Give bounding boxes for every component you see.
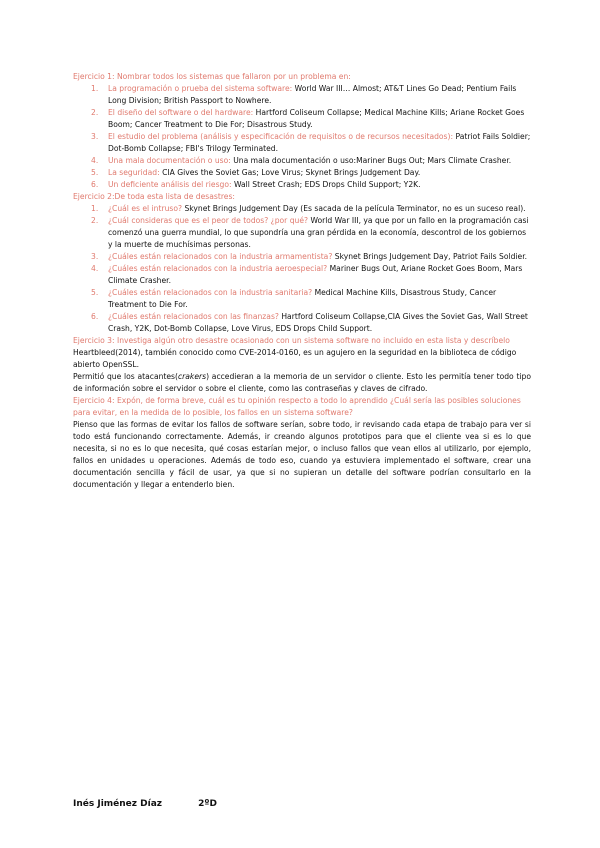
- answer-text: Skynet Brings Judgement Day, Patriot Fails Soldier.: [332, 252, 528, 261]
- list-number: 6.: [91, 312, 99, 321]
- paragraph-text: ) accedieran a la memoria de un servidor o cliente. Esto les permitía tener todo tipo de información sobre el servidor o sobre el cliente, como las contraseñas y claves de cifrado.: [73, 372, 532, 393]
- question-text: La seguridad:: [108, 168, 160, 177]
- list-item: [73, 203, 531, 215]
- list-number: 4.: [91, 156, 99, 165]
- question-text: ¿Cuáles están relacionados con la industria armamentista?: [108, 252, 333, 261]
- exercise-1-list: [73, 83, 531, 191]
- answer-text: Mariner Bugs Out, Ariane Rocket Goes Boom, Mars Climate Crasher.: [108, 264, 523, 285]
- list-item: [73, 155, 531, 167]
- list-item: [73, 83, 531, 107]
- question-text: La programación o prueba del sistema software:: [108, 84, 293, 93]
- exercise-2-list: [73, 203, 531, 335]
- list-number: 2.: [91, 108, 99, 117]
- exercise-4-answer: Pienso que las formas de evitar los fallos de software serían, sobre todo, ir revisando cada etapa de trabajo para ver si todo está funcionando correctamente. Además, ir creando algunos prototipos para que el cliente vea si es lo que necesita, si no es lo que necesita, qué cosas estarían mejor, o incluso fallos que vean ellos al utilizarlo, por ejemplo, fallos en unidades u operaciones. Además de todo eso, cuando ya estuviera implementado el software, crear una documentación sencilla y fácil de usar, ya que si no supieran un detalle del software podrían consultarlo en la documentación y llegar a entenderlo bien.: [73, 420, 531, 489]
- answer-text: World War III… Almost; AT&T Lines Go Dead; Pentium Fails Long Division; British Passport to Nowhere.: [108, 84, 517, 105]
- list-item: [73, 167, 531, 179]
- list-number: 6.: [91, 180, 99, 189]
- list-item: [73, 107, 531, 131]
- question-text: ¿Cuáles están relacionados con las finanzas?: [108, 312, 279, 321]
- exercise-1-title: Ejercicio 1: Nombrar todos los sistemas que fallaron por un problema en:: [73, 72, 351, 81]
- list-number: 5.: [91, 168, 99, 177]
- list-item: [73, 215, 531, 251]
- list-item: [73, 287, 531, 311]
- question-text: El diseño del software o del hardware:: [108, 108, 254, 117]
- list-item: [73, 311, 531, 335]
- answer-text: Skynet Brings Judgement Day (Es sacada de la película Terminator, no es un suceso real).: [182, 204, 526, 213]
- answer-text: Hartford Coliseum Collapse,CIA Gives the Soviet Gas, Wall Street Crash, Y2K, Dot-Bomb Collapse, Love Virus, EDS Drops Child Support.: [108, 312, 528, 333]
- question-text: ¿Cuál es el intruso?: [108, 204, 183, 213]
- list-number: 2.: [91, 216, 99, 225]
- question-text: ¿Cuáles están relacionados con la industria sanitaria?: [108, 288, 313, 297]
- question-text: Un deficiente análisis del riesgo:: [108, 180, 232, 189]
- exercise-2-title: Ejercicio 2:De toda esta lista de desastres:: [73, 192, 235, 201]
- author-name: Inés Jiménez Díaz: [73, 799, 163, 809]
- paragraph-text: Permitió que los atacantes(: [73, 372, 178, 381]
- list-number: 4.: [91, 264, 99, 273]
- answer-text: Hartford Coliseum Collapse; Medical Machine Kills; Ariane Rocket Goes Boom; Cancer Treatment to Die For; Disastrous Study.: [108, 108, 525, 129]
- answer-text: Patriot Fails Soldier; Dot-Bomb Collapse; FBI's Trilogy Terminated.: [108, 132, 531, 153]
- list-item: [73, 131, 531, 155]
- question-text: ¿Cuáles están relacionados con la industria aeroespecial?: [108, 264, 328, 273]
- page-footer: [73, 799, 217, 809]
- list-number: 1.: [91, 84, 99, 93]
- list-number: 5.: [91, 288, 99, 297]
- question-text: Una mala documentación o uso:: [108, 156, 231, 165]
- document-body: [73, 71, 531, 491]
- list-number: 3.: [91, 252, 99, 261]
- list-number: 3.: [91, 132, 99, 141]
- list-item: [73, 251, 531, 263]
- answer-text: World War III, ya que por un fallo en la programación casi comenzó una guerra mundial, lo que supondría una gran pérdida en la economía, descontrol de los gobiernos y la muerte de muchísimas personas.: [108, 216, 529, 249]
- question-text: El estudio del problema (análisis y especificación de requisitos o de recursos necesitados):: [108, 132, 454, 141]
- answer-text: Medical Machine Kills, Disastrous Study, Cancer Treatment to Die For.: [108, 288, 497, 309]
- answer-text: Wall Street Crash; EDS Drops Child Support; Y2K.: [231, 180, 421, 189]
- emphasis-text: crakers: [177, 372, 207, 381]
- exercise-3-paragraph-1: Heartbleed(2014), también conocido como CVE-2014-0160, es un agujero en la seguridad en la biblioteca de código abierto OpenSSL.: [73, 348, 517, 369]
- question-text: ¿Cuál consideras que es el peor de todos? ¿por qué?: [108, 216, 309, 225]
- list-number: 1.: [91, 204, 99, 213]
- class-group: 2ºD: [198, 799, 217, 809]
- list-item: [73, 179, 531, 191]
- exercise-3-paragraph-2: [73, 371, 531, 395]
- answer-text: Una mala documentación o uso:Mariner Bugs Out; Mars Climate Crasher.: [230, 156, 512, 165]
- answer-text: CIA Gives the Soviet Gas; Love Virus; Skynet Brings Judgement Day.: [159, 168, 421, 177]
- exercise-4-title: Ejercicio 4: Expón, de forma breve, cuál es tu opinión respecto a todo lo aprendido ¿Cuál sería las posibles soluciones para evitar, en la medida de lo posible, los fallos en un sistema software?: [73, 396, 521, 417]
- exercise-3-title: Ejercicio 3: Investiga algún otro desastre ocasionado con un sistema software no incluido en esta lista y descríbelo: [73, 336, 510, 345]
- list-item: [73, 263, 531, 287]
